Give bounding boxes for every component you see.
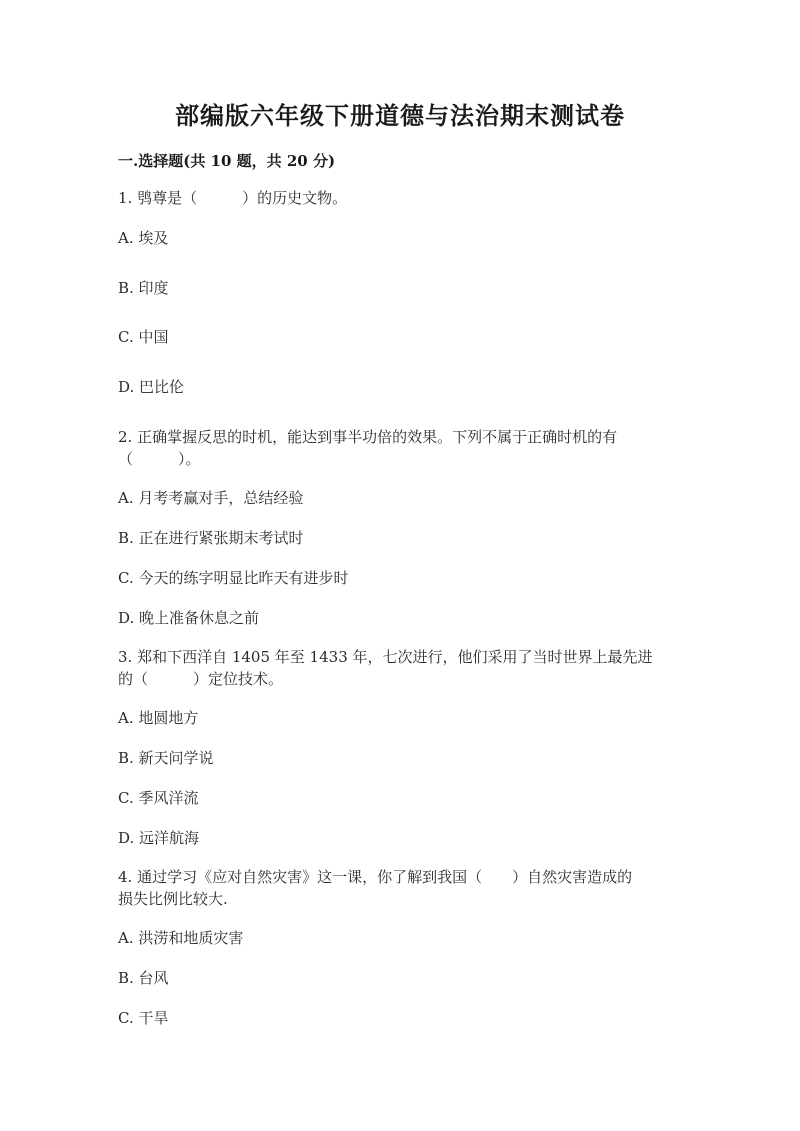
question-2-stem-line-2: （ ）。 (118, 450, 201, 468)
question-4-stem-line-2: 损失比例比较大. (118, 890, 228, 908)
question-3-option-b: B. 新天问学说 (118, 749, 214, 767)
question-4-stem-line-1: 4. 通过学习《应对自然灾害》这一课，你了解到我国（ ）自然灾害造成的 (118, 868, 633, 886)
question-1-option-d: D. 巴比伦 (118, 378, 185, 396)
question-2-option-d: D. 晚上准备休息之前 (118, 609, 260, 627)
question-3-stem-line-1: 3. 郑和下西洋自 1405 年至 1433 年，七次进行，他们采用了当时世界上最先进 (118, 648, 653, 666)
question-1-option-a: A. 埃及 (118, 229, 169, 247)
question-1-stem: 1. 鸮尊是（ ）的历史文物。 (118, 189, 348, 207)
question-2-option-a: A. 月考考赢对手，总结经验 (118, 489, 304, 507)
question-2-stem-line-1: 2. 正确掌握反思的时机，能达到事半功倍的效果。下列不属于正确时机的有 (118, 428, 618, 446)
question-3-option-a: A. 地圆地方 (118, 709, 199, 727)
question-2-option-b: B. 正在进行紧张期末考试时 (118, 529, 304, 547)
question-2-option-c: C. 今天的练字明显比昨天有进步时 (118, 569, 349, 587)
question-3-option-c: C. 季风洋流 (118, 789, 199, 807)
question-1-option-c: C. 中国 (118, 328, 169, 346)
question-4-option-c: C. 干旱 (118, 1009, 169, 1027)
exam-title: 部编版六年级下册道德与法治期末测试卷 (175, 101, 625, 130)
question-3-stem-line-2: 的（ ）定位技术。 (118, 670, 284, 688)
section-heading: 一.选择题(共 10 题，共 20 分) (118, 152, 336, 170)
question-3-option-d: D. 远洋航海 (118, 829, 200, 847)
question-4-option-a: A. 洪涝和地质灾害 (118, 929, 244, 947)
question-1-option-b: B. 印度 (118, 279, 169, 297)
question-4-option-b: B. 台风 (118, 969, 169, 987)
